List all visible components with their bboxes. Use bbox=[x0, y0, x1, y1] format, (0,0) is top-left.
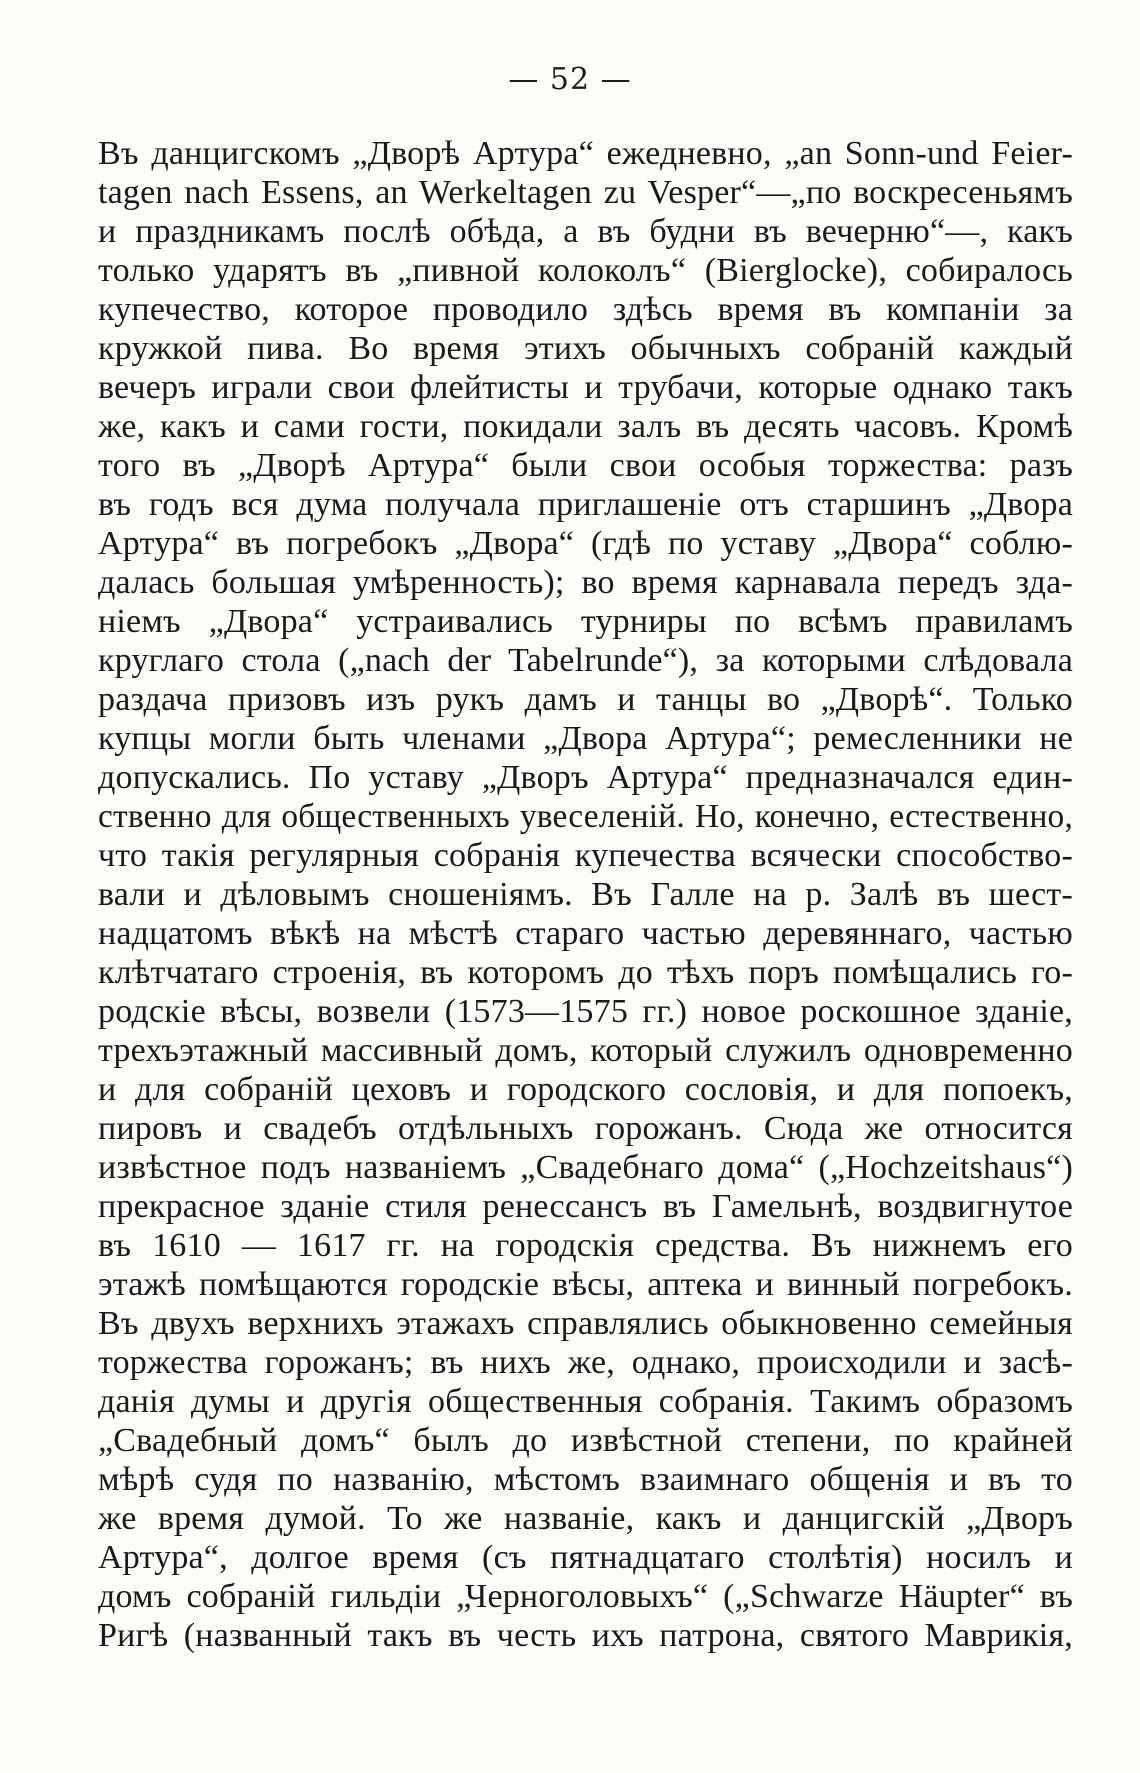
text-line: Въ данцигскомъ „Дворѣ Артура“ ежедневно, „an Sonn-und Feier- bbox=[98, 135, 1073, 172]
text-line: Въ двухъ верхнихъ этажахъ справлялись обыкновенно семейныя bbox=[98, 1305, 1073, 1342]
text-line: и праздникамъ послѣ обѣда, а въ будни въ вечерню“—, какъ bbox=[98, 213, 1073, 250]
text-line: же время думой. То же названіе, какъ и данцигскій „Дворъ bbox=[98, 1500, 1073, 1537]
text-line: въ годъ вся дума получала приглашеніе отъ старшинъ „Двора bbox=[98, 486, 1073, 523]
page-number: — 52 — bbox=[508, 62, 632, 97]
text-line: „Свадебный домъ“ былъ до извѣстной степени, по крайней bbox=[98, 1422, 1073, 1459]
text-line: только ударятъ въ „пивной колоколъ“ (Bierglocke), собиралось bbox=[98, 252, 1073, 289]
text-line: клѣтчатаго строенія, въ которомъ до тѣхъ поръ помѣщались го- bbox=[98, 954, 1073, 991]
text-line: этажѣ помѣщаются городскіе вѣсы, аптека и винный погребокъ. bbox=[98, 1266, 1073, 1303]
body-text bbox=[98, 134, 1073, 1655]
text-line: Артура“ въ погребокъ „Двора“ (гдѣ по уставу „Двора“ соблю- bbox=[98, 525, 1073, 562]
text-line: что такія регулярныя собранія купечества всячески способство- bbox=[98, 837, 1073, 874]
text-line: пировъ и свадебъ отдѣльныхъ горожанъ. Сюда же относится bbox=[98, 1110, 1073, 1147]
text-line: же, какъ и сами гости, покидали залъ въ десять часовъ. Кромѣ bbox=[98, 408, 1073, 445]
text-line: круглаго стола („nach der Tabelrunde“), за которыми слѣдовала bbox=[98, 642, 1073, 679]
text-line: купцы могли быть членами „Двора Артура“; ремесленники не bbox=[98, 720, 1073, 757]
text-line: вали и дѣловымъ сношеніямъ. Въ Галле на р. Залѣ въ шест- bbox=[98, 876, 1073, 913]
text-line: того въ „Дворѣ Артура“ были свои особыя торжества: разъ bbox=[98, 447, 1073, 484]
text-line: родскіе вѣсы, возвели (1573—1575 гг.) новое роскошное зданіе, bbox=[98, 993, 1073, 1030]
text-line: трехъэтажный массивный домъ, который служилъ одновременно bbox=[98, 1032, 1073, 1069]
text-line: раздача призовъ изъ рукъ дамъ и танцы во „Дворѣ“. Только bbox=[98, 681, 1073, 718]
text-line: кружкой пива. Во время этихъ обычныхъ собраній каждый bbox=[98, 330, 1073, 367]
text-line: домъ собраній гильдіи „Черноголовыхъ“ („Schwarze Häupter“ въ bbox=[98, 1578, 1073, 1615]
text-line: ніемъ „Двора“ устраивались турниры по всѣмъ правиламъ bbox=[98, 603, 1073, 640]
text-line: Артура“, долгое время (съ пятнадцатаго столѣтія) носилъ и bbox=[98, 1539, 1073, 1576]
text-line: ственно для общественныхъ увеселеній. Но, конечно, естественно, bbox=[98, 798, 1073, 835]
text-line: допускались. По уставу „Дворъ Артура“ предназначался един- bbox=[98, 759, 1073, 796]
text-line: и для собраній цеховъ и городского сословія, и для попоекъ, bbox=[98, 1071, 1073, 1108]
text-line: tagen nach Essens, an Werkeltagen zu Vesper“—„по воскресеньямъ bbox=[98, 174, 1073, 211]
text-line: вечеръ играли свои флейтисты и трубачи, которые однако такъ bbox=[98, 369, 1073, 406]
text-line: Ригѣ (названный такъ въ честь ихъ патрона, святого Маврикія, bbox=[98, 1617, 1073, 1654]
text-line: данія думы и другія общественныя собранія. Такимъ образомъ bbox=[98, 1383, 1073, 1420]
text-line: прекрасное зданіе стиля ренессансъ въ Гамельнѣ, воздвигнутое bbox=[98, 1188, 1073, 1225]
text-line: надцатомъ вѣкѣ на мѣстѣ стараго частью деревяннаго, частью bbox=[98, 915, 1073, 952]
text-line: торжества горожанъ; въ нихъ же, однако, происходили и засѣ- bbox=[98, 1344, 1073, 1381]
text-line: мѣрѣ судя по названію, мѣстомъ взаимнаго общенія и въ то bbox=[98, 1461, 1073, 1498]
text-line: въ 1610 — 1617 гг. на городскія средства. Въ нижнемъ его bbox=[98, 1227, 1073, 1264]
text-line: извѣстное подъ названіемъ „Свадебнаго дома“ („Hochzeitshaus“) bbox=[98, 1149, 1073, 1186]
text-line: купечество, которое проводило здѣсь время въ компаніи за bbox=[98, 291, 1073, 328]
text-line: далась большая умѣренность); во время карнавала передъ зда- bbox=[98, 564, 1073, 601]
